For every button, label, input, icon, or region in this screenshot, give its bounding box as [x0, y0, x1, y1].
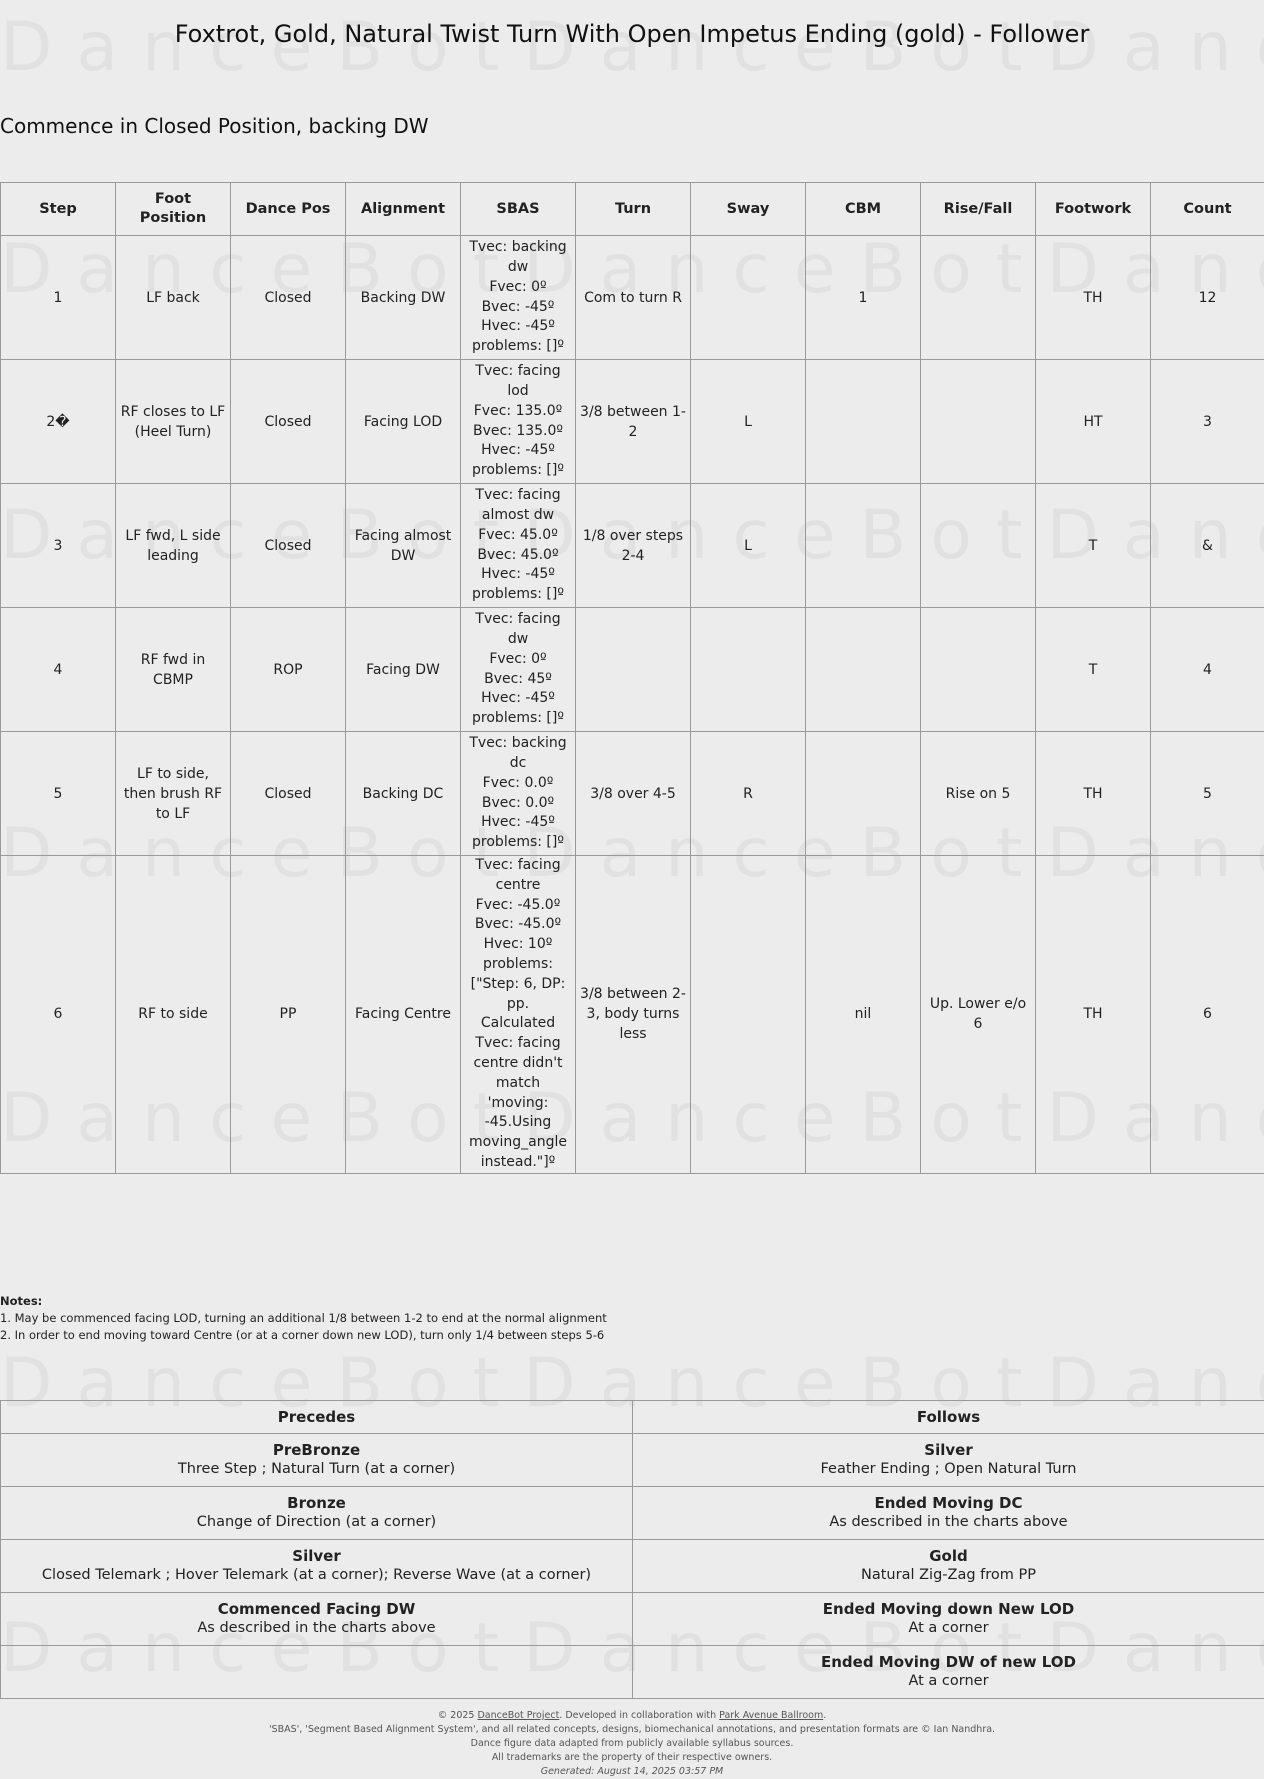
cell-step: 3 — [1, 484, 116, 608]
cell-count: 5 — [1151, 732, 1264, 856]
notes — [0, 1293, 607, 1344]
cell-sbas — [461, 732, 576, 856]
cell-sway: R — [691, 732, 806, 856]
precedes-level: Bronze — [287, 1494, 346, 1512]
header-foot-position: Foot Position — [116, 183, 231, 236]
sbas-line: Bvec: 45.0º — [477, 546, 559, 563]
sbas-line: Tvec: backing dc — [469, 735, 567, 771]
sbas-line: problems: []º — [472, 834, 564, 851]
generated-timestamp: Generated: August 14, 2025 03:57 PM — [540, 1766, 724, 1777]
cell-foot-position: RF to side — [116, 856, 231, 1174]
cell-count: 6 — [1151, 856, 1264, 1174]
sbas-line: Hvec: -45º — [481, 690, 555, 707]
cell-sbas — [461, 856, 576, 1174]
sbas-line: problems: []º — [472, 586, 564, 603]
cell-alignment: Facing Centre — [346, 856, 461, 1174]
park-avenue-link[interactable]: Park Avenue Ballroom — [719, 1710, 824, 1721]
footer-trademarks: All trademarks are the property of their respective owners. — [491, 1752, 773, 1763]
cell-rise-fall — [921, 236, 1036, 360]
sbas-line: Bvec: -45º — [481, 298, 555, 315]
sbas-line: Bvec: 0.0º — [481, 794, 555, 811]
cell-count: 3 — [1151, 360, 1264, 484]
follows-cell — [633, 1646, 1264, 1699]
sbas-line: Fvec: 45.0º — [478, 526, 558, 543]
sbas-line: Tvec: facing centre — [475, 857, 561, 893]
cell-rise-fall: Up. Lower e/o 6 — [921, 856, 1036, 1174]
cell-dance-pos: PP — [231, 856, 346, 1174]
precedes-level: Commenced Facing DW — [217, 1600, 416, 1618]
sbas-line: Bvec: 135.0º — [472, 422, 564, 439]
cell-footwork: TH — [1036, 236, 1151, 360]
relation-row — [1, 1646, 1264, 1699]
cell-foot-position: LF to side, then brush RF to LF — [116, 732, 231, 856]
cell-sbas — [461, 236, 576, 360]
precedes-follows-table — [0, 1400, 1264, 1699]
dancebot-project-link[interactable]: DanceBot Project — [477, 1710, 560, 1721]
cell-cbm — [806, 484, 921, 608]
follows-cell — [633, 1487, 1264, 1540]
cell-sbas — [461, 484, 576, 608]
cell-rise-fall — [921, 360, 1036, 484]
cell-count: & — [1151, 484, 1264, 608]
footer-end: . — [823, 1710, 827, 1721]
table-row — [1, 608, 1264, 732]
sbas-line: Tvec: facing dw — [475, 611, 561, 647]
precedes-cell — [1, 1593, 633, 1646]
cell-step: 1 — [1, 236, 116, 360]
precedes-level: Silver — [292, 1547, 341, 1565]
header-step: Step — [1, 183, 116, 236]
cell-count: 12 — [1151, 236, 1264, 360]
sbas-line: Hvec: 10º — [483, 936, 553, 953]
sbas-line: Tvec: backing dw — [469, 239, 567, 275]
table-row — [1, 856, 1264, 1174]
cell-dance-pos: Closed — [231, 360, 346, 484]
cell-cbm — [806, 732, 921, 856]
follows-level: Ended Moving DC — [874, 1494, 1023, 1512]
cell-turn: 1/8 over steps 2-4 — [576, 484, 691, 608]
relation-row — [1, 1434, 1264, 1487]
footer-sbas-copyright: 'SBAS', 'Segment Based Alignment System', and all related concepts, designs, biomechanical annotations, and presentation formats are © Ian Nandhra. — [268, 1724, 996, 1735]
sbas-line: Fvec: 0.0º — [482, 774, 554, 791]
sbas-line: Bvec: 45º — [484, 670, 552, 687]
follows-level: Ended Moving down New LOD — [822, 1600, 1075, 1618]
cell-footwork: T — [1036, 484, 1151, 608]
sbas-line: problems: ["Step: 6, DP: pp. Calculated Tvec: facing centre didn't match 'moving: -45.Using moving_angle instead."]º — [469, 955, 567, 1170]
follows-figures: Feather Ending ; Open Natural Turn — [820, 1461, 1077, 1477]
precedes-cell — [1, 1487, 633, 1540]
relation-row — [1, 1487, 1264, 1540]
sbas-line: Hvec: -45º — [481, 318, 555, 335]
follows-level: Gold — [929, 1547, 968, 1565]
cell-rise-fall — [921, 608, 1036, 732]
cell-step: 6 — [1, 856, 116, 1174]
cell-footwork: T — [1036, 608, 1151, 732]
table-row — [1, 236, 1264, 360]
cell-foot-position: LF fwd, L side leading — [116, 484, 231, 608]
table-row — [1, 732, 1264, 856]
follows-cell — [633, 1540, 1264, 1593]
cell-footwork: TH — [1036, 732, 1151, 856]
sbas-line: Fvec: 0º — [489, 278, 547, 295]
cell-foot-position: RF fwd in CBMP — [116, 608, 231, 732]
follows-cell — [633, 1593, 1264, 1646]
table-row — [1, 360, 1264, 484]
sbas-line: Fvec: 0º — [489, 650, 547, 667]
sbas-line: Hvec: -45º — [481, 442, 555, 459]
sbas-line: problems: []º — [472, 338, 564, 355]
header-turn: Turn — [576, 183, 691, 236]
precedes-cell — [1, 1434, 633, 1487]
cell-count: 4 — [1151, 608, 1264, 732]
table-header-row — [1, 183, 1264, 236]
footer-source: Dance figure data adapted from publicly available syllabus sources. — [470, 1738, 794, 1749]
cell-dance-pos: Closed — [231, 484, 346, 608]
cell-cbm — [806, 360, 921, 484]
cell-alignment: Facing DW — [346, 608, 461, 732]
cell-sbas — [461, 360, 576, 484]
footer-collab: . Developed in collaboration with — [559, 1710, 717, 1721]
cell-step: 2� — [1, 360, 116, 484]
follows-figures: As described in the charts above — [829, 1514, 1068, 1530]
precedes-header: Precedes — [1, 1401, 633, 1434]
cell-step: 5 — [1, 732, 116, 856]
notes-label: Notes: — [0, 1294, 43, 1308]
cell-sway: L — [691, 484, 806, 608]
cell-dance-pos: Closed — [231, 236, 346, 360]
cell-footwork: HT — [1036, 360, 1151, 484]
follows-level: Ended Moving DW of new LOD — [820, 1653, 1076, 1671]
sbas-line: problems: []º — [472, 710, 564, 727]
sbas-line: Fvec: -45.0º — [475, 896, 561, 913]
cell-rise-fall — [921, 484, 1036, 608]
cell-dance-pos: Closed — [231, 732, 346, 856]
sbas-line: Hvec: -45º — [481, 814, 555, 831]
relation-row — [1, 1540, 1264, 1593]
cell-alignment: Backing DW — [346, 236, 461, 360]
note-1: 1. May be commenced facing LOD, turning an additional 1/8 between 1-2 to end at the normal alignment — [0, 1311, 607, 1325]
header-sbas: SBAS — [461, 183, 576, 236]
cell-dance-pos: ROP — [231, 608, 346, 732]
cell-sway — [691, 856, 806, 1174]
cell-alignment: Facing LOD — [346, 360, 461, 484]
cell-turn — [576, 608, 691, 732]
cell-cbm: 1 — [806, 236, 921, 360]
precedes-cell — [1, 1646, 633, 1699]
cell-turn: Com to turn R — [576, 236, 691, 360]
sbas-line: Bvec: -45.0º — [474, 916, 562, 933]
cell-sbas — [461, 608, 576, 732]
cell-alignment: Backing DC — [346, 732, 461, 856]
cell-sway — [691, 608, 806, 732]
cell-turn: 3/8 between 1-2 — [576, 360, 691, 484]
follows-figures: At a corner — [908, 1673, 989, 1689]
cell-sway: L — [691, 360, 806, 484]
sbas-line: Tvec: facing lod — [475, 363, 561, 399]
header-footwork: Footwork — [1036, 183, 1151, 236]
relation-row — [1, 1593, 1264, 1646]
cell-sway — [691, 236, 806, 360]
cell-turn: 3/8 between 2-3, body turns less — [576, 856, 691, 1174]
steps-table — [0, 182, 1264, 1174]
precedes-level: PreBronze — [272, 1441, 361, 1459]
header-alignment: Alignment — [346, 183, 461, 236]
cell-cbm: nil — [806, 856, 921, 1174]
cell-foot-position: RF closes to LF (Heel Turn) — [116, 360, 231, 484]
header-dance-pos: Dance Pos — [231, 183, 346, 236]
follows-cell — [633, 1434, 1264, 1487]
cell-turn: 3/8 over 4-5 — [576, 732, 691, 856]
cell-step: 4 — [1, 608, 116, 732]
sbas-line: Fvec: 135.0º — [473, 402, 563, 419]
note-2: 2. In order to end moving toward Centre (or at a corner down new LOD), turn only 1/4 between steps 5-6 — [0, 1328, 605, 1342]
cell-rise-fall: Rise on 5 — [921, 732, 1036, 856]
follows-figures: At a corner — [908, 1620, 989, 1636]
precedes-figures: Change of Direction (at a corner) — [196, 1514, 437, 1530]
footer — [0, 1709, 1264, 1779]
sbas-line: Tvec: facing almost dw — [475, 487, 561, 523]
cell-alignment: Facing almost DW — [346, 484, 461, 608]
precedes-figures: Closed Telemark ; Hover Telemark (at a corner); Reverse Wave (at a corner) — [41, 1567, 592, 1583]
follows-level: Silver — [924, 1441, 973, 1459]
commence-position: Commence in Closed Position, backing DW — [0, 114, 429, 138]
precedes-figures: Three Step ; Natural Turn (at a corner) — [177, 1461, 456, 1477]
follows-figures: Natural Zig-Zag from PP — [861, 1567, 1036, 1583]
cell-foot-position: LF back — [116, 236, 231, 360]
follows-header: Follows — [633, 1401, 1264, 1434]
precedes-figures: As described in the charts above — [197, 1620, 436, 1636]
precedes-cell — [1, 1540, 633, 1593]
footer-copyright: © 2025 — [437, 1710, 475, 1721]
header-rise-fall: Rise/Fall — [921, 183, 1036, 236]
table-row — [1, 484, 1264, 608]
sbas-line: Hvec: -45º — [481, 566, 555, 583]
cell-cbm — [806, 608, 921, 732]
header-count: Count — [1151, 183, 1264, 236]
header-cbm: CBM — [806, 183, 921, 236]
cell-footwork: TH — [1036, 856, 1151, 1174]
page-title: Foxtrot, Gold, Natural Twist Turn With Open Impetus Ending (gold) - Follower — [174, 20, 1090, 48]
header-sway: Sway — [691, 183, 806, 236]
sbas-line: problems: []º — [472, 462, 564, 479]
